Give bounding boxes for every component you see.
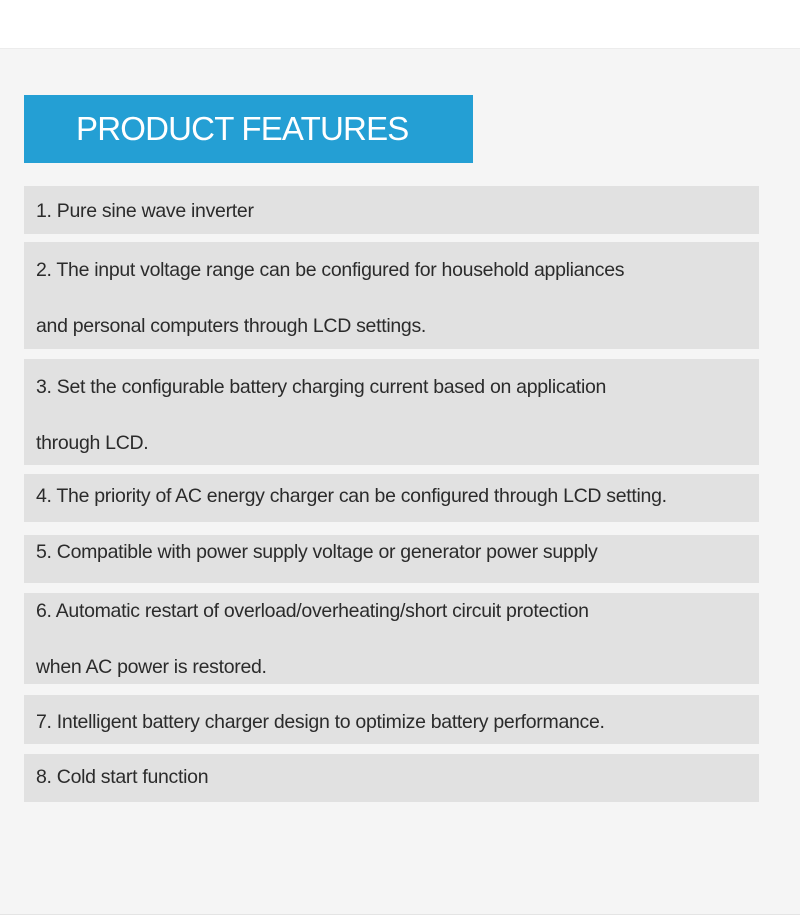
feature-text: 3. Set the configurable battery charging current based on application bbox=[36, 376, 607, 398]
section-heading-banner bbox=[24, 95, 473, 163]
feature-text: and personal computers through LCD settings. bbox=[36, 315, 427, 337]
feature-item-3 bbox=[24, 359, 759, 465]
feature-text: 7. Intelligent battery charger design to optimize battery performance. bbox=[36, 711, 605, 733]
feature-item-5 bbox=[24, 535, 759, 583]
feature-item-8 bbox=[24, 754, 759, 802]
feature-text: 4. The priority of AC energy charger can be configured through LCD setting. bbox=[36, 485, 667, 507]
feature-text: 2. The input voltage range can be configured for household appliances bbox=[36, 259, 625, 281]
feature-text: when AC power is restored. bbox=[36, 656, 267, 678]
feature-item-4 bbox=[24, 474, 759, 522]
feature-text: 1. Pure sine wave inverter bbox=[36, 200, 254, 222]
feature-text: 5. Compatible with power supply voltage or generator power supply bbox=[36, 541, 598, 563]
feature-text: 8. Cold start function bbox=[36, 766, 209, 788]
feature-item-6 bbox=[24, 593, 759, 684]
section-heading: PRODUCT FEATURES bbox=[76, 110, 409, 147]
feature-text: 6. Automatic restart of overload/overheating/short circuit protection bbox=[36, 600, 589, 622]
feature-item-7 bbox=[24, 695, 759, 744]
feature-item-1 bbox=[24, 186, 759, 234]
feature-item-2 bbox=[24, 242, 759, 349]
feature-text: through LCD. bbox=[36, 432, 149, 454]
